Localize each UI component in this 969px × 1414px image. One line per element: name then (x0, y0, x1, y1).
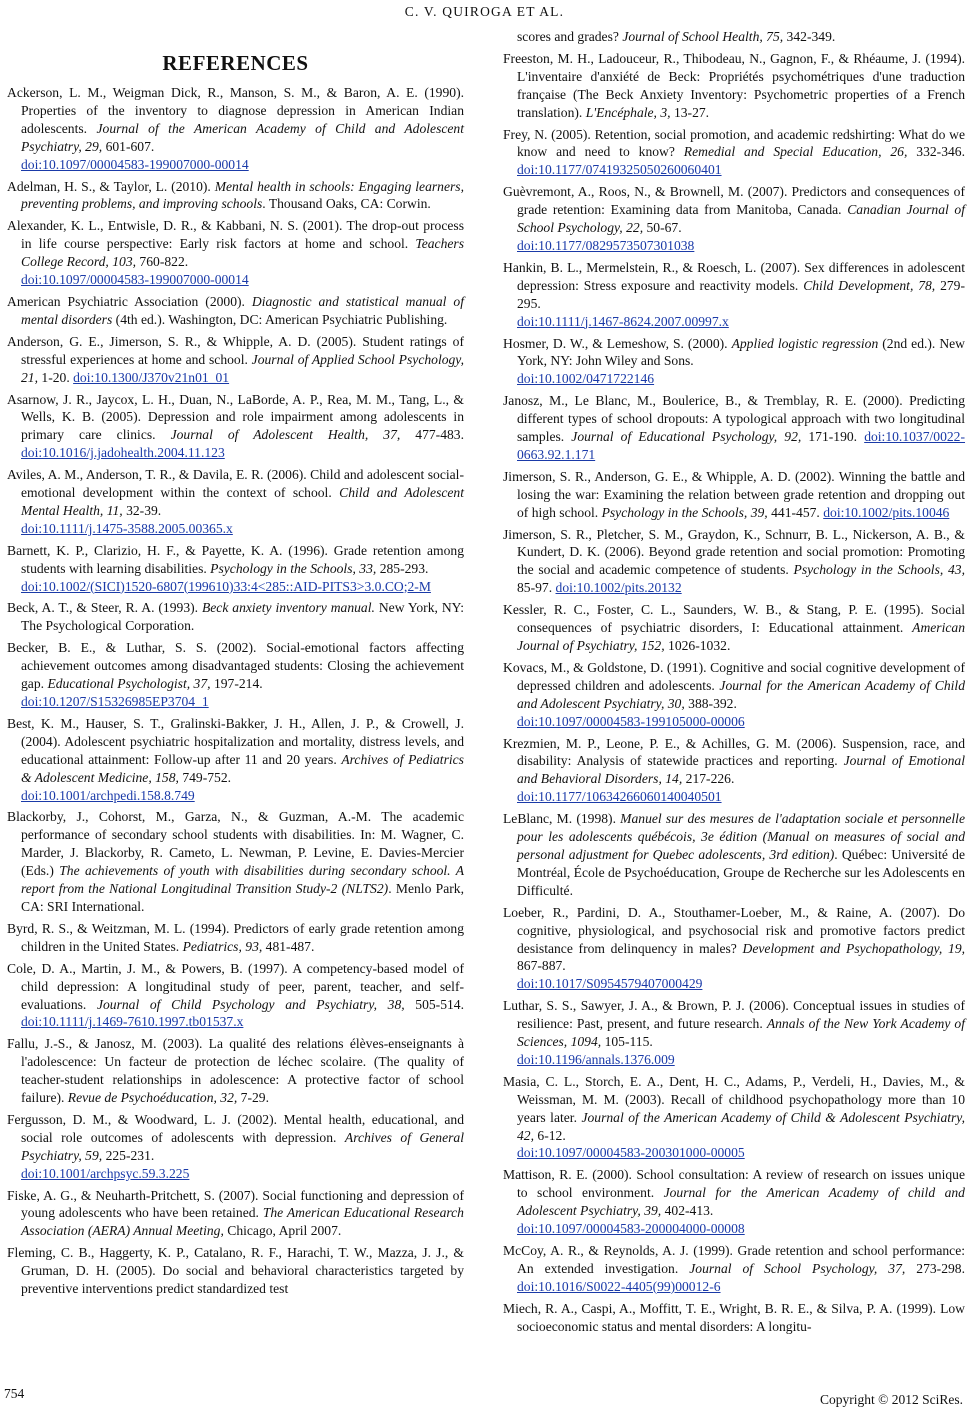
reference-entry (7, 293, 464, 329)
reference-source: Journal of School Psychology, 37, (689, 1260, 906, 1276)
reference-text: Ackerson, L. M., Weigman Dick, R., Manson, S. M., & Baron, A. E. (1990). Properties of the inventory to diagnose depression in American Indian adolescents. (7, 85, 464, 136)
reference-entry (7, 466, 464, 538)
reference-pages: 171-190. (801, 429, 865, 445)
reference-entry (503, 810, 965, 900)
doi-link[interactable]: doi:10.1016/j.jadohealth.2004.11.123 (21, 445, 225, 461)
reference-text: Guèvremont, A., Roos, N., & Brownell, M. (2007). Predictors and consequences of grade retention: Examining data from Manitoba, Canada. (503, 184, 965, 218)
reference-text: Krezmien, M. P., Leone, P. E., & Achilles, G. M. (2006). Suspension, race, and disability: Analysis of statewide practices and reporting. (503, 735, 965, 769)
reference-text: Frey, N. (2005). Retention, social promotion, and academic redshirting: What do we know and need to know? (503, 126, 965, 160)
reference-text: Fleming, C. B., Haggerty, K. P., Catalano, R. F., Harachi, T. W., Mazza, J. J., & Gruman, D. H. (2005). Do social and behavioral characteristics targeted by preventive interventions predict standardized test (7, 1245, 464, 1297)
reference-entry (7, 1035, 464, 1107)
reference-pages: 225-231. (102, 1147, 155, 1163)
doi-link[interactable]: doi:10.1207/S15326985EP3704_1 (21, 694, 209, 709)
doi-link[interactable]: doi:10.1177/0829573507301038 (517, 237, 695, 253)
doi-link[interactable]: doi:10.1097/00004583-200004000-00008 (517, 1221, 745, 1237)
doi-link[interactable]: doi:10.1111/j.1467-8624.2007.00997.x (517, 313, 729, 329)
reference-source: Teachers College Record, 103, (21, 236, 464, 270)
reference-source: The achievements of youth with disabilities during secondary school. A report from the National Longitudinal Transition Study-2 (NLTS2) (21, 863, 465, 897)
reference-entry (503, 335, 965, 389)
reference-text: Barnett, K. P., Clarizio, H. F., & Payette, K. A. (1996). Grade retention among students with learning disabilities. (7, 542, 464, 576)
reference-source: American Journal of Psychiatry, 152, (517, 620, 965, 653)
reference-text: Aviles, A. M., Anderson, T. R., & Davila, E. R. (2006). Child and adolescent social-emotional development within the context of school. (7, 467, 464, 501)
reference-text: Byrd, R. S., & Weitzman, M. L. (1994). Predictors of early grade retention among children in the United States. (7, 920, 464, 954)
copyright-notice: Copyright © 2012 SciRes. (819, 1392, 963, 1407)
reference-entry (7, 1244, 464, 1298)
reference-entry (7, 808, 464, 915)
reference-pages: 279-295. (517, 277, 965, 311)
reference-text: LeBlanc, M. (1998). (503, 811, 621, 827)
reference-pages: . Menlo Park, CA: SRI International. (21, 881, 464, 914)
doi-link[interactable]: doi:10.1016/S0022-4405(99)00012-6 (517, 1278, 721, 1294)
doi-link[interactable]: doi:10.1300/J370v21n01_01 (73, 369, 230, 385)
reference-pages: 85-97. (517, 580, 556, 596)
reference-source: Mental health in schools: Engaging learners, preventing problems, and improving schools (21, 178, 464, 212)
reference-source: Archives of General Psychiatry, 59, (21, 1129, 464, 1163)
reference-pages: 342-349. (783, 29, 836, 44)
reference-source: Psychology in the Schools, 39, (601, 504, 768, 520)
reference-pages: 6-12. (534, 1127, 566, 1143)
right-column (503, 28, 965, 1340)
reference-pages: 105-115. (601, 1034, 653, 1050)
reference-text: American Psychiatric Association (2000). (7, 293, 252, 309)
doi-link[interactable]: doi:10.1097/00004583-199007000-00014 (21, 156, 249, 172)
reference-pages: 1-20. (38, 369, 74, 385)
reference-text: Miech, R. A., Caspi, A., Moffitt, T. E., Wright, B. R. E., & Silva, P. A. (1999). Low socioeconomic status and mental disorders: A longitu- (503, 1300, 965, 1334)
doi-link[interactable]: doi:10.1111/j.1475-3588.2005.00365.x (21, 520, 233, 536)
doi-link[interactable]: doi:10.1177/10634266060140040501 (517, 789, 722, 805)
reference-entry (7, 920, 464, 956)
right-reference-list (503, 28, 965, 1336)
reference-text: Loeber, R., Pardini, D. A., Stouthamer-Loeber, M., & Raine, A. (2007). Do cognitive, physiological, and psychosocial risk and promotive factors predict desistance from delinquency in males? (503, 904, 965, 956)
reference-text: Luthar, S. S., Sawyer, J. A., & Brown, P. J. (2006). Conceptual issues in studies of resilience: Past, present, and future research. (503, 998, 965, 1032)
reference-source: Manuel sur des mesures de l'adaptation sociale et personnelle pour les adolescents québécois, 3e édition (Manual on measures of social and personal adjustment for Quebec adolescents, 3rd edition) (517, 811, 965, 862)
reference-entry (503, 997, 965, 1069)
reference-entry (503, 735, 965, 807)
reference-source: Beck anxiety inventory manual. (201, 600, 375, 616)
reference-pages: 867-887. (517, 958, 566, 974)
reference-entry (503, 126, 965, 180)
reference-text: Anderson, G. E., Jimerson, S. R., & Whipple, A. D. (2005). Student ratings of stressful experiences at home and school. (7, 333, 464, 367)
doi-link[interactable]: doi:10.1002/pits.10046 (823, 504, 950, 520)
reference-entry (7, 599, 464, 635)
reference-entry (503, 259, 965, 331)
reference-source: Journal of the American Academy of Child and Adolescent Psychiatry, 29, (21, 120, 464, 154)
reference-entry (7, 217, 464, 289)
reference-entry (7, 391, 464, 463)
reference-source: Journal for the American Academy of Child and Adolescent Psychiatry, 30, (517, 677, 965, 711)
reference-entry (7, 542, 464, 596)
reference-text: Blackorby, J., Cohorst, M., Garza, N., & Guzman, A.-M. The academic performance of secondary school students with disabilities. In: M. Wagner, C. Marder, J. Blackorby, R. Cameto, L. Newman, P. Levine, E. Davies-Mercier (Eds.) (7, 809, 464, 879)
reference-pages: 1026-1032. (664, 638, 731, 653)
reference-source: Archives of Pediatrics & Adolescent Medicine, 158, (21, 751, 464, 785)
reference-pages: 749-752. (178, 769, 232, 785)
doi-link[interactable]: doi:10.1017/S0954579407000429 (517, 976, 703, 992)
reference-pages: 50-67. (643, 220, 682, 236)
reference-pages: 477-483. (400, 427, 464, 443)
reference-text: Becker, B. E., & Luthar, S. S. (2002). Social-emotional factors affecting achievement outcomes among disadvantaged students: Closing the achievement gap. (7, 640, 464, 692)
reference-source: Journal for the American Academy of child and Adolescent Psychiatry, 39, (517, 1185, 965, 1219)
reference-text: Mattison, R. E. (2000). School consultation: A review of research on issues unique to school environment. (503, 1167, 965, 1201)
reference-entry (7, 333, 464, 387)
reference-text: Hankin, B. L., Mermelstein, R., & Roesch, L. (2007). Sex differences in adolescent depression: Stress exposure and reactivity models. (503, 259, 965, 293)
reference-source: Revue de Psychoéducation, 32, (67, 1090, 238, 1106)
reference-entry (503, 1300, 965, 1336)
reference-source: Pediatrics, 93, (182, 938, 263, 954)
reference-pages: 601-607. (102, 138, 155, 154)
left-reference-list (7, 84, 464, 1298)
reference-source: Remedial and Special Education, 26, (683, 144, 908, 160)
doi-link[interactable]: doi:10.1111/j.1469-7610.1997.tb01537.x (21, 1014, 244, 1030)
reference-text: Fergusson, D. M., & Woodward, L. J. (2002). Mental health, educational, and social role outcomes of adolescents with depression. (7, 1111, 464, 1145)
reference-pages: 273-298. (905, 1260, 965, 1276)
reference-pages: Chicago, April 2007. (223, 1223, 342, 1239)
reference-pages: (4th ed.). Washington, DC: American Psychiatric Publishing. (112, 311, 448, 327)
reference-source: Journal of the American Academy of Child & Adolescent Psychiatry, 42, (517, 1109, 965, 1143)
reference-text: Jimerson, S. R., Pletcher, S. M., Graydon, K., Schnurr, B. L., Nickerson, A. B., & Kundert, D. K. (2006). Beyond grade retention and social promotion: Promoting the social and academic competence of students. (503, 526, 965, 578)
reference-pages: 332-346. (907, 144, 965, 160)
reference-entry (7, 84, 464, 174)
reference-pages: . Thousand Oaks, CA: Corwin. (262, 196, 431, 212)
reference-entry (7, 639, 464, 711)
reference-source: Child and Adolescent Mental Health, 11, (21, 485, 465, 518)
reference-text: Hosmer, D. W., & Lemeshow, S. (2000). (503, 335, 732, 351)
reference-source: Journal of School Health, 75, (622, 29, 784, 44)
reference-text: Cole, D. A., Martin, J. M., & Powers, B. (1997). A competency-based model of child depression: A longitudinal study of peer, parent, teacher, and self-evaluations. (7, 960, 464, 1012)
doi-link[interactable]: doi:10.1196/annals.1376.009 (517, 1051, 675, 1067)
doi-link[interactable]: doi:10.1097/00004583-199105000-00006 (517, 713, 745, 729)
reference-pages: 217-226. (682, 771, 735, 787)
reference-text: Freeston, M. H., Ladouceur, R., Thibodeau, N., Gagnon, F., & Rhéaume, J. (1994). L'inventaire d'anxiété de Beck: Propriétés psychométriques d'une traduction française (The Beck Anxiety Inventory: Psychometric properties of a French translation). (503, 50, 965, 120)
reference-entry (7, 178, 464, 214)
reference-pages: 388-392. (684, 695, 737, 711)
reference-text: scores and grades? (517, 29, 623, 44)
reference-text: Kessler, R. C., Foster, C. L., Saunders, W. B., & Stang, P. E. (1995). Social consequences of psychiatric disorders, I: Educational attainment. (503, 602, 965, 636)
reference-pages: 7-29. (237, 1090, 269, 1106)
reference-entry (7, 1187, 464, 1241)
reference-entry (503, 1073, 965, 1163)
reference-text: Beck, A. T., & Steer, R. A. (1993). (7, 600, 202, 616)
reference-pages: 13-27. (670, 104, 710, 120)
reference-source: Journal of Educational Psychology, 92, (571, 429, 802, 445)
reference-pages: 481-487. (262, 938, 315, 954)
running-head: C. V. QUIROGA ET AL. (404, 4, 565, 19)
reference-source: Applied logistic regression (731, 335, 879, 351)
reference-text: Masia, C. L., Storch, E. A., Dent, H. C., Adams, P., Verdeli, H., Davies, M., & Weissman, M. M. (2003). Recall of childhood psychopathology more than 10 years later. (503, 1073, 965, 1125)
reference-entry (503, 1242, 965, 1296)
reference-pages: 402-413. (661, 1203, 714, 1219)
reference-entry (503, 392, 965, 464)
reference-text: Janosz, M., Le Blanc, M., Boulerice, B., & Tremblay, R. E. (2000). Predicting different types of school dropouts: A typological approach with two longitudinal samples. (503, 393, 965, 445)
reference-source: Annals of the New York Academy of Sciences, 1094, (517, 1016, 966, 1050)
reference-pages: 285-293. (376, 560, 429, 576)
reference-source: Canadian Journal of School Psychology, 22, (517, 202, 965, 236)
doi-link[interactable]: doi:10.1002/(SICI)1520-6807(199610)33:4<285::AID-PITS3>3.0.CO;2-M (21, 578, 431, 594)
reference-text: Kovacs, M., & Goldstone, D. (1991). Cognitive and social cognitive development of depressed children and adolescents. (503, 659, 965, 693)
reference-pages: 505-514. (404, 996, 464, 1012)
reference-entry (503, 28, 965, 46)
reference-source: Psychology in the Schools, 43, (793, 562, 965, 578)
reference-entry (7, 1111, 464, 1183)
reference-source: L'Encéphale, 3, (585, 104, 671, 120)
reference-source: Development and Psychopathology, 19, (742, 940, 966, 956)
reference-text: Fiske, A. G., & Neuharth-Pritchett, S. (2007). Social functioning and depression of young adolescents who have been retained. (7, 1187, 464, 1221)
reference-text: Asarnow, J. R., Jaycox, L. H., Duan, N., LaBorde, A. P., Rea, M. M., Tang, L., & Wells, K. B. (2005). Depression and role impairment among adolescents in primary care clinics. (7, 391, 464, 443)
reference-source: Journal of Child Psychology and Psychiatry, 38, (96, 996, 405, 1012)
references-heading: REFERENCES (162, 51, 309, 75)
reference-source: Educational Psychologist, 37, (47, 676, 211, 692)
doi-link[interactable]: doi:10.1177/07419325050260060401 (517, 162, 722, 178)
doi-link[interactable]: doi:10.1002/0471722146 (517, 371, 655, 387)
reference-source: Journal of Adolescent Health, 37, (170, 427, 401, 443)
reference-text: Fallu, J.-S., & Janosz, M. (2003). La qualité des relations élèves-enseignants à l'adolescence: Un facteur de protection de léchec scolaire. (The quality of teacher-student relationships in adolescence: A protective factor of school failure). (7, 1036, 464, 1106)
reference-pages: 197-214. (210, 676, 263, 692)
reference-source: The American Educational Research Association (AERA) Annual Meeting, (21, 1205, 464, 1239)
reference-entry (503, 1166, 965, 1238)
reference-entry (503, 659, 965, 731)
doi-link[interactable]: doi:10.1001/archpedi.158.8.749 (21, 787, 195, 803)
reference-entry (503, 601, 965, 655)
reference-pages: New York, NY: The Psychological Corporation. (21, 600, 464, 634)
reference-entry (503, 50, 965, 122)
reference-entry (503, 904, 965, 994)
reference-text: Best, K. M., Hauser, S. T., Gralinski-Bakker, J. H., Allen, J. P., & Crowell, J. (2004). Adolescent psychiatric hospitalization and mortality, distress levels, and educational attainment: Follow-up after 11 and 20 years. (7, 715, 464, 767)
reference-entry (503, 468, 965, 522)
reference-source: Psychology in the Schools, 33, (210, 560, 377, 576)
reference-source: Journal of Applied School Psychology, 21, (21, 351, 464, 385)
doi-link[interactable]: doi:10.1097/00004583-199007000-00014 (21, 272, 249, 288)
reference-pages: . Québec: Université de Montréal, École de Psychoéducation, Groupe de Recherche sur les Adolescents en Difficulté. (517, 846, 965, 898)
reference-entry (7, 960, 464, 1032)
reference-text: Jimerson, S. R., Anderson, G. E., & Whipple, A. D. (2002). Winning the battle and losing the war: Examining the relation between grade retention and dropping out of high school. (503, 468, 965, 520)
page-number: 754 (4, 1386, 25, 1401)
doi-link[interactable]: doi:10.1037/0022-0663.92.1.171 (517, 429, 966, 462)
reference-pages: 441-457. (767, 504, 824, 520)
reference-source: Child Development, 78, (803, 277, 936, 293)
reference-pages: 32-39. (122, 502, 162, 518)
reference-text: McCoy, A. R., & Reynolds, A. J. (1999). Grade retention and school performance: An extended investigation. (503, 1243, 965, 1276)
reference-pages: 760-822. (136, 254, 189, 270)
doi-link[interactable]: doi:10.1097/00004583-200301000-00005 (517, 1145, 745, 1161)
reference-entry (503, 526, 965, 598)
doi-link[interactable]: doi:10.1002/pits.20132 (555, 580, 682, 596)
reference-source: Diagnostic and statistical manual of mental disorders (21, 293, 464, 327)
reference-text: Alexander, K. L., Entwisle, D. R., & Kabbani, N. S. (2001). The drop-out process in life course perspective: Early risk factors at home and school. (7, 218, 464, 252)
left-column (7, 52, 464, 1302)
reference-pages: (2nd ed.). New York, NY: John Wiley and Sons. (517, 335, 965, 369)
doi-link[interactable]: doi:10.1001/archpsyc.59.3.225 (21, 1165, 190, 1181)
reference-entry (503, 183, 965, 255)
reference-entry (7, 715, 464, 805)
reference-text: Adelman, H. S., & Taylor, L. (2010). (7, 178, 215, 194)
reference-source: Journal of Emotional and Behavioral Disorders, 14, (517, 753, 965, 787)
